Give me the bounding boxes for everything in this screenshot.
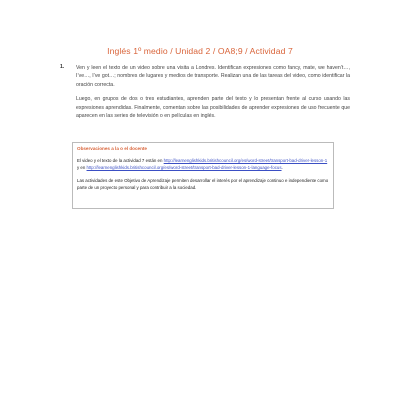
activity-paragraph-2: Luego, en grupos de dos o tres estudiantes, aprenden parte del texto y lo presentan frente al curso usando las expresiones aprendidas. Finalmente, comentan sobre las posibilidades de aprender expresiones de uso frecuente que aparecen en las series de televisión o en películas en inglés.: [76, 96, 350, 120]
video-link-1[interactable]: http://learnenglishkids.britishcouncil.org/es/word-street/transport-bad-driver-lesson-1: [163, 158, 328, 163]
observations-paragraph-1: [77, 157, 329, 172]
observations-title: Observaciones a la o el docente: [77, 146, 147, 151]
activity-number: 1.: [60, 64, 65, 70]
observations-p1-suffix: .: [281, 165, 283, 171]
observations-box: [72, 142, 334, 209]
activity-item: [60, 64, 350, 126]
page-title: Inglés 1º medio / Unidad 2 / OA8;9 / Actividad 7: [107, 46, 293, 56]
observations-p1-prefix: El video y el texto de la actividad 7 están en: [77, 158, 164, 163]
activity-paragraph-1: Ven y leen el texto de un video sobre una visita a Londres. Identifican expresiones como fancy, mate, we haven’t…, I’ve…, I’ve got…; nombres de lugares y medios de transporte. Realizan una de las tareas del video, como identificar la oración correcta.: [76, 65, 350, 88]
video-link-2[interactable]: http://learnenglishkids.britishcouncil.org/es/word-street/transport-bad-driver-lesson-1-language-focus: [86, 165, 282, 171]
observations-p1-mid: y en: [77, 165, 87, 171]
observations-text: [77, 157, 329, 192]
activity-body: [76, 64, 350, 120]
observations-paragraph-2: Las actividades de este Objetivo de Aprendizaje permiten desarrollar el interés por el aprendizaje continuo e independiente como parte de un proyecto personal y para contribuir a la sociedad.: [77, 177, 329, 191]
